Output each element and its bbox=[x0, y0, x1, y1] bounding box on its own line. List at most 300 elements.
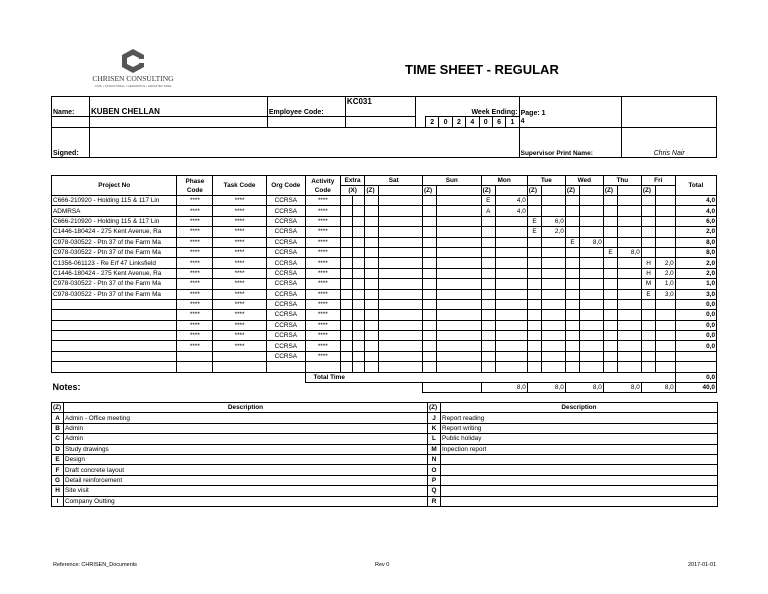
mon-z-cell[interactable] bbox=[481, 258, 495, 268]
org-code-cell[interactable]: CCRSA bbox=[266, 206, 305, 216]
wed-hours-cell[interactable] bbox=[580, 258, 604, 268]
thu-z-cell[interactable] bbox=[603, 206, 617, 216]
phase-code-cell[interactable]: **** bbox=[177, 279, 213, 289]
task-code-cell[interactable]: **** bbox=[213, 310, 266, 320]
org-code-cell[interactable]: CCRSA bbox=[266, 279, 305, 289]
sun-z-cell[interactable] bbox=[422, 320, 436, 330]
activity-code-cell[interactable]: **** bbox=[305, 279, 340, 289]
phase-code-cell[interactable]: **** bbox=[177, 299, 213, 309]
tue-z-cell[interactable] bbox=[527, 237, 541, 247]
org-code-cell[interactable]: CCRSA bbox=[266, 216, 305, 226]
week-ending-digit[interactable]: 0 bbox=[439, 117, 452, 128]
tue-z-cell[interactable] bbox=[527, 310, 541, 320]
thu-hours-cell[interactable] bbox=[618, 351, 642, 361]
tue-hours-cell[interactable] bbox=[542, 206, 566, 216]
sat-z-cell[interactable] bbox=[365, 341, 378, 351]
wed-z-cell[interactable] bbox=[565, 268, 579, 278]
extra-hours-cell[interactable] bbox=[353, 196, 365, 206]
extra-hours-cell[interactable] bbox=[353, 237, 365, 247]
task-code-cell[interactable]: **** bbox=[213, 289, 266, 299]
sun-hours-cell[interactable] bbox=[437, 362, 481, 372]
sun-hours-cell[interactable] bbox=[437, 227, 481, 237]
extra-hours-cell[interactable] bbox=[353, 351, 365, 361]
org-code-cell[interactable]: CCRSA bbox=[266, 299, 305, 309]
extra-x-cell[interactable] bbox=[340, 247, 352, 257]
activity-code-cell[interactable]: **** bbox=[305, 206, 340, 216]
org-code-cell[interactable]: CCRSA bbox=[266, 341, 305, 351]
org-code-cell[interactable]: CCRSA bbox=[266, 351, 305, 361]
tue-z-cell[interactable] bbox=[527, 247, 541, 257]
mon-hours-cell[interactable] bbox=[495, 289, 527, 299]
sun-z-cell[interactable] bbox=[422, 196, 436, 206]
sun-z-cell[interactable] bbox=[422, 351, 436, 361]
project-no-cell[interactable] bbox=[52, 299, 177, 309]
fri-z-cell[interactable] bbox=[641, 196, 655, 206]
activity-code-cell[interactable]: **** bbox=[305, 196, 340, 206]
thu-hours-cell[interactable] bbox=[618, 331, 642, 341]
org-code-cell[interactable]: CCRSA bbox=[266, 268, 305, 278]
mon-hours-cell[interactable] bbox=[495, 258, 527, 268]
fri-z-cell[interactable] bbox=[641, 320, 655, 330]
thu-hours-cell[interactable] bbox=[618, 258, 642, 268]
tue-hours-cell[interactable] bbox=[542, 237, 566, 247]
sat-hours-cell[interactable] bbox=[378, 331, 422, 341]
sun-z-cell[interactable] bbox=[422, 268, 436, 278]
mon-z-cell[interactable] bbox=[481, 341, 495, 351]
fri-hours-cell[interactable] bbox=[656, 299, 676, 309]
thu-z-cell[interactable]: E bbox=[603, 247, 617, 257]
mon-hours-cell[interactable] bbox=[495, 320, 527, 330]
tue-hours-cell[interactable] bbox=[542, 320, 566, 330]
project-no-cell[interactable] bbox=[52, 341, 177, 351]
thu-hours-cell[interactable] bbox=[618, 279, 642, 289]
extra-x-cell[interactable] bbox=[340, 331, 352, 341]
phase-code-cell[interactable]: **** bbox=[177, 196, 213, 206]
project-no-cell[interactable] bbox=[52, 331, 177, 341]
tue-z-cell[interactable]: E bbox=[527, 216, 541, 226]
project-no-cell[interactable]: C1446-180424 - 275 Kent Avenue, Ra bbox=[52, 268, 177, 278]
extra-x-cell[interactable] bbox=[340, 237, 352, 247]
sun-z-cell[interactable] bbox=[422, 279, 436, 289]
mon-z-cell[interactable] bbox=[481, 310, 495, 320]
sat-z-cell[interactable] bbox=[365, 320, 378, 330]
wed-hours-cell[interactable] bbox=[580, 331, 604, 341]
sun-hours-cell[interactable] bbox=[437, 351, 481, 361]
extra-hours-cell[interactable] bbox=[353, 206, 365, 216]
task-code-cell[interactable]: **** bbox=[213, 206, 266, 216]
wed-z-cell[interactable] bbox=[565, 341, 579, 351]
tue-z-cell[interactable] bbox=[527, 289, 541, 299]
fri-hours-cell[interactable] bbox=[656, 362, 676, 372]
thu-hours-cell[interactable] bbox=[618, 206, 642, 216]
fri-hours-cell[interactable] bbox=[656, 320, 676, 330]
fri-hours-cell[interactable] bbox=[656, 227, 676, 237]
extra-x-cell[interactable] bbox=[340, 206, 352, 216]
sun-z-cell[interactable] bbox=[422, 299, 436, 309]
sun-z-cell[interactable] bbox=[422, 247, 436, 257]
sun-z-cell[interactable] bbox=[422, 227, 436, 237]
tue-hours-cell[interactable] bbox=[542, 341, 566, 351]
thu-hours-cell[interactable] bbox=[618, 320, 642, 330]
org-code-cell[interactable]: CCRSA bbox=[266, 258, 305, 268]
task-code-cell[interactable] bbox=[213, 351, 266, 361]
extra-hours-cell[interactable] bbox=[353, 310, 365, 320]
project-no-cell[interactable] bbox=[52, 320, 177, 330]
tue-z-cell[interactable] bbox=[527, 299, 541, 309]
tue-z-cell[interactable] bbox=[527, 362, 541, 372]
phase-code-cell[interactable]: **** bbox=[177, 237, 213, 247]
fri-z-cell[interactable] bbox=[641, 237, 655, 247]
project-no-cell[interactable]: C978-030522 - Ptn 37 of the Farm Ma bbox=[52, 247, 177, 257]
thu-z-cell[interactable] bbox=[603, 279, 617, 289]
thu-z-cell[interactable] bbox=[603, 216, 617, 226]
fri-z-cell[interactable] bbox=[641, 341, 655, 351]
mon-z-cell[interactable] bbox=[481, 279, 495, 289]
wed-hours-cell[interactable] bbox=[580, 268, 604, 278]
tue-hours-cell[interactable] bbox=[542, 196, 566, 206]
wed-hours-cell[interactable] bbox=[580, 362, 604, 372]
thu-z-cell[interactable] bbox=[603, 299, 617, 309]
wed-hours-cell[interactable] bbox=[580, 247, 604, 257]
phase-code-cell[interactable]: **** bbox=[177, 331, 213, 341]
mon-hours-cell[interactable] bbox=[495, 351, 527, 361]
thu-z-cell[interactable] bbox=[603, 331, 617, 341]
fri-hours-cell[interactable]: 2,0 bbox=[656, 268, 676, 278]
mon-z-cell[interactable] bbox=[481, 299, 495, 309]
wed-hours-cell[interactable] bbox=[580, 279, 604, 289]
thu-z-cell[interactable] bbox=[603, 289, 617, 299]
fri-z-cell[interactable] bbox=[641, 206, 655, 216]
tue-hours-cell[interactable] bbox=[542, 268, 566, 278]
activity-code-cell[interactable]: **** bbox=[305, 247, 340, 257]
mon-hours-cell[interactable] bbox=[495, 341, 527, 351]
tue-z-cell[interactable] bbox=[527, 341, 541, 351]
extra-x-cell[interactable] bbox=[340, 216, 352, 226]
sat-z-cell[interactable] bbox=[365, 362, 378, 372]
sun-z-cell[interactable] bbox=[422, 289, 436, 299]
mon-z-cell[interactable] bbox=[481, 247, 495, 257]
phase-code-cell[interactable]: **** bbox=[177, 320, 213, 330]
fri-z-cell[interactable] bbox=[641, 331, 655, 341]
fri-z-cell[interactable] bbox=[641, 299, 655, 309]
sun-z-cell[interactable] bbox=[422, 362, 436, 372]
extra-hours-cell[interactable] bbox=[353, 279, 365, 289]
tue-hours-cell[interactable]: 6,0 bbox=[542, 216, 566, 226]
thu-z-cell[interactable] bbox=[603, 227, 617, 237]
project-no-cell[interactable] bbox=[52, 310, 177, 320]
task-code-cell[interactable]: **** bbox=[213, 247, 266, 257]
extra-x-cell[interactable] bbox=[340, 279, 352, 289]
sat-z-cell[interactable] bbox=[365, 247, 378, 257]
activity-code-cell[interactable]: **** bbox=[305, 310, 340, 320]
wed-z-cell[interactable] bbox=[565, 247, 579, 257]
tue-hours-cell[interactable] bbox=[542, 299, 566, 309]
mon-hours-cell[interactable]: 4,0 bbox=[495, 196, 527, 206]
phase-code-cell[interactable]: **** bbox=[177, 268, 213, 278]
sat-z-cell[interactable] bbox=[365, 289, 378, 299]
sun-z-cell[interactable] bbox=[422, 331, 436, 341]
fri-z-cell[interactable] bbox=[641, 351, 655, 361]
sat-z-cell[interactable] bbox=[365, 299, 378, 309]
activity-code-cell[interactable]: **** bbox=[305, 320, 340, 330]
wed-z-cell[interactable] bbox=[565, 299, 579, 309]
sun-hours-cell[interactable] bbox=[437, 206, 481, 216]
week-ending-digit[interactable]: 6 bbox=[492, 117, 505, 128]
tue-hours-cell[interactable] bbox=[542, 310, 566, 320]
mon-hours-cell[interactable] bbox=[495, 227, 527, 237]
mon-hours-cell[interactable] bbox=[495, 362, 527, 372]
sat-hours-cell[interactable] bbox=[378, 320, 422, 330]
sat-z-cell[interactable] bbox=[365, 351, 378, 361]
tue-hours-cell[interactable] bbox=[542, 258, 566, 268]
org-code-cell[interactable]: CCRSA bbox=[266, 247, 305, 257]
extra-hours-cell[interactable] bbox=[353, 289, 365, 299]
extra-x-cell[interactable] bbox=[340, 258, 352, 268]
fri-hours-cell[interactable] bbox=[656, 247, 676, 257]
fri-hours-cell[interactable] bbox=[656, 206, 676, 216]
fri-z-cell[interactable] bbox=[641, 216, 655, 226]
mon-z-cell[interactable] bbox=[481, 227, 495, 237]
fri-z-cell[interactable]: E bbox=[641, 289, 655, 299]
mon-z-cell[interactable]: A bbox=[481, 206, 495, 216]
thu-z-cell[interactable] bbox=[603, 310, 617, 320]
thu-hours-cell[interactable] bbox=[618, 362, 642, 372]
task-code-cell[interactable]: **** bbox=[213, 331, 266, 341]
extra-x-cell[interactable] bbox=[340, 320, 352, 330]
mon-hours-cell[interactable] bbox=[495, 216, 527, 226]
mon-hours-cell[interactable] bbox=[495, 237, 527, 247]
activity-code-cell[interactable]: **** bbox=[305, 258, 340, 268]
phase-code-cell[interactable]: **** bbox=[177, 341, 213, 351]
thu-z-cell[interactable] bbox=[603, 237, 617, 247]
extra-hours-cell[interactable] bbox=[353, 331, 365, 341]
mon-z-cell[interactable] bbox=[481, 362, 495, 372]
wed-z-cell[interactable] bbox=[565, 362, 579, 372]
wed-z-cell[interactable] bbox=[565, 216, 579, 226]
activity-code-cell[interactable]: **** bbox=[305, 289, 340, 299]
org-code-cell[interactable]: CCRSA bbox=[266, 237, 305, 247]
task-code-cell[interactable]: **** bbox=[213, 196, 266, 206]
fri-hours-cell[interactable] bbox=[656, 310, 676, 320]
tue-z-cell[interactable]: E bbox=[527, 227, 541, 237]
mon-hours-cell[interactable] bbox=[495, 331, 527, 341]
wed-z-cell[interactable] bbox=[565, 227, 579, 237]
activity-code-cell[interactable]: **** bbox=[305, 331, 340, 341]
tue-z-cell[interactable] bbox=[527, 320, 541, 330]
fri-hours-cell[interactable]: 1,0 bbox=[656, 279, 676, 289]
sun-hours-cell[interactable] bbox=[437, 310, 481, 320]
employee-code-field[interactable]: KC031 bbox=[345, 97, 415, 117]
extra-hours-cell[interactable] bbox=[353, 341, 365, 351]
wed-hours-cell[interactable] bbox=[580, 227, 604, 237]
fri-hours-cell[interactable] bbox=[656, 237, 676, 247]
tue-hours-cell[interactable] bbox=[542, 362, 566, 372]
phase-code-cell[interactable]: **** bbox=[177, 227, 213, 237]
sat-hours-cell[interactable] bbox=[378, 237, 422, 247]
activity-code-cell[interactable]: **** bbox=[305, 268, 340, 278]
thu-z-cell[interactable] bbox=[603, 351, 617, 361]
thu-hours-cell[interactable] bbox=[618, 196, 642, 206]
fri-hours-cell[interactable] bbox=[656, 331, 676, 341]
mon-z-cell[interactable] bbox=[481, 331, 495, 341]
wed-z-cell[interactable] bbox=[565, 310, 579, 320]
thu-hours-cell[interactable] bbox=[618, 268, 642, 278]
task-code-cell[interactable]: **** bbox=[213, 237, 266, 247]
wed-hours-cell[interactable] bbox=[580, 351, 604, 361]
task-code-cell[interactable] bbox=[213, 362, 266, 372]
tue-z-cell[interactable] bbox=[527, 331, 541, 341]
fri-z-cell[interactable] bbox=[641, 310, 655, 320]
sat-hours-cell[interactable] bbox=[378, 289, 422, 299]
phase-code-cell[interactable]: **** bbox=[177, 247, 213, 257]
tue-z-cell[interactable] bbox=[527, 258, 541, 268]
week-ending-digit[interactable]: 1 bbox=[506, 117, 519, 128]
wed-z-cell[interactable] bbox=[565, 196, 579, 206]
sat-z-cell[interactable] bbox=[365, 279, 378, 289]
phase-code-cell[interactable] bbox=[177, 351, 213, 361]
sun-hours-cell[interactable] bbox=[437, 247, 481, 257]
thu-hours-cell[interactable] bbox=[618, 216, 642, 226]
fri-hours-cell[interactable] bbox=[656, 216, 676, 226]
thu-z-cell[interactable] bbox=[603, 362, 617, 372]
fri-z-cell[interactable] bbox=[641, 247, 655, 257]
wed-z-cell[interactable] bbox=[565, 320, 579, 330]
mon-z-cell[interactable] bbox=[481, 216, 495, 226]
phase-code-cell[interactable]: **** bbox=[177, 206, 213, 216]
name-field[interactable]: KUBEN CHELLAN bbox=[90, 97, 268, 117]
sat-hours-cell[interactable] bbox=[378, 310, 422, 320]
activity-code-cell[interactable]: **** bbox=[305, 237, 340, 247]
project-no-cell[interactable]: C978-030522 - Ptn 37 of the Farm Ma bbox=[52, 237, 177, 247]
org-code-cell[interactable]: CCRSA bbox=[266, 196, 305, 206]
sun-z-cell[interactable] bbox=[422, 341, 436, 351]
task-code-cell[interactable]: **** bbox=[213, 258, 266, 268]
tue-hours-cell[interactable] bbox=[542, 351, 566, 361]
project-no-cell[interactable]: ADMRSA bbox=[52, 206, 177, 216]
sat-z-cell[interactable] bbox=[365, 216, 378, 226]
fri-hours-cell[interactable] bbox=[656, 341, 676, 351]
mon-hours-cell[interactable] bbox=[495, 279, 527, 289]
activity-code-cell[interactable]: **** bbox=[305, 299, 340, 309]
fri-z-cell[interactable]: H bbox=[641, 258, 655, 268]
sat-hours-cell[interactable] bbox=[378, 279, 422, 289]
tue-hours-cell[interactable]: 2,0 bbox=[542, 227, 566, 237]
wed-z-cell[interactable] bbox=[565, 289, 579, 299]
org-code-cell[interactable] bbox=[266, 362, 305, 372]
task-code-cell[interactable]: **** bbox=[213, 227, 266, 237]
mon-hours-cell[interactable]: 4,0 bbox=[495, 206, 527, 216]
thu-hours-cell[interactable] bbox=[618, 237, 642, 247]
task-code-cell[interactable]: **** bbox=[213, 341, 266, 351]
sat-hours-cell[interactable] bbox=[378, 362, 422, 372]
sun-hours-cell[interactable] bbox=[437, 341, 481, 351]
extra-hours-cell[interactable] bbox=[353, 227, 365, 237]
project-no-cell[interactable]: C978-030522 - Ptn 37 of the Farm Ma bbox=[52, 279, 177, 289]
thu-z-cell[interactable] bbox=[603, 341, 617, 351]
extra-hours-cell[interactable] bbox=[353, 320, 365, 330]
thu-hours-cell[interactable] bbox=[618, 289, 642, 299]
mon-z-cell[interactable] bbox=[481, 268, 495, 278]
wed-z-cell[interactable] bbox=[565, 351, 579, 361]
extra-hours-cell[interactable] bbox=[353, 268, 365, 278]
sun-hours-cell[interactable] bbox=[437, 299, 481, 309]
fri-hours-cell[interactable]: 2,0 bbox=[656, 258, 676, 268]
project-no-cell[interactable]: C666-210920 - Holding 115 & 117 Lin bbox=[52, 196, 177, 206]
tue-z-cell[interactable] bbox=[527, 279, 541, 289]
extra-hours-cell[interactable] bbox=[353, 258, 365, 268]
mon-hours-cell[interactable] bbox=[495, 268, 527, 278]
thu-z-cell[interactable] bbox=[603, 320, 617, 330]
sat-z-cell[interactable] bbox=[365, 196, 378, 206]
thu-z-cell[interactable] bbox=[603, 258, 617, 268]
project-no-cell[interactable]: C666-210920 - Holding 115 & 117 Lin bbox=[52, 216, 177, 226]
tue-z-cell[interactable] bbox=[527, 206, 541, 216]
sun-hours-cell[interactable] bbox=[437, 258, 481, 268]
task-code-cell[interactable]: **** bbox=[213, 268, 266, 278]
wed-z-cell[interactable] bbox=[565, 258, 579, 268]
activity-code-cell[interactable]: **** bbox=[305, 216, 340, 226]
phase-code-cell[interactable]: **** bbox=[177, 289, 213, 299]
tue-hours-cell[interactable] bbox=[542, 247, 566, 257]
sat-hours-cell[interactable] bbox=[378, 247, 422, 257]
week-ending-digit[interactable]: 2 bbox=[426, 117, 439, 128]
extra-x-cell[interactable] bbox=[340, 268, 352, 278]
sun-z-cell[interactable] bbox=[422, 216, 436, 226]
project-no-cell[interactable]: C978-030522 - Ptn 37 of the Farm Ma bbox=[52, 289, 177, 299]
task-code-cell[interactable]: **** bbox=[213, 299, 266, 309]
mon-hours-cell[interactable] bbox=[495, 310, 527, 320]
task-code-cell[interactable]: **** bbox=[213, 216, 266, 226]
sat-hours-cell[interactable] bbox=[378, 351, 422, 361]
mon-hours-cell[interactable] bbox=[495, 247, 527, 257]
mon-z-cell[interactable] bbox=[481, 237, 495, 247]
sat-hours-cell[interactable] bbox=[378, 268, 422, 278]
thu-hours-cell[interactable] bbox=[618, 299, 642, 309]
mon-z-cell[interactable] bbox=[481, 320, 495, 330]
extra-x-cell[interactable] bbox=[340, 351, 352, 361]
wed-hours-cell[interactable] bbox=[580, 289, 604, 299]
extra-hours-cell[interactable] bbox=[353, 247, 365, 257]
sat-hours-cell[interactable] bbox=[378, 258, 422, 268]
project-no-cell[interactable]: C1356-061123 - Re Erf 47 Linksfield bbox=[52, 258, 177, 268]
sat-hours-cell[interactable] bbox=[378, 196, 422, 206]
sun-z-cell[interactable] bbox=[422, 258, 436, 268]
extra-x-cell[interactable] bbox=[340, 362, 352, 372]
sat-z-cell[interactable] bbox=[365, 206, 378, 216]
thu-hours-cell[interactable] bbox=[618, 310, 642, 320]
sat-hours-cell[interactable] bbox=[378, 227, 422, 237]
week-ending-digit[interactable]: 4 bbox=[466, 117, 479, 128]
org-code-cell[interactable]: CCRSA bbox=[266, 227, 305, 237]
wed-hours-cell[interactable]: 8,0 bbox=[580, 237, 604, 247]
tue-hours-cell[interactable] bbox=[542, 331, 566, 341]
fri-z-cell[interactable] bbox=[641, 362, 655, 372]
sat-hours-cell[interactable] bbox=[378, 299, 422, 309]
wed-hours-cell[interactable] bbox=[580, 206, 604, 216]
sat-z-cell[interactable] bbox=[365, 310, 378, 320]
sun-hours-cell[interactable] bbox=[437, 216, 481, 226]
wed-hours-cell[interactable] bbox=[580, 196, 604, 206]
thu-z-cell[interactable] bbox=[603, 196, 617, 206]
extra-hours-cell[interactable] bbox=[353, 299, 365, 309]
activity-code-cell[interactable]: **** bbox=[305, 227, 340, 237]
mon-hours-cell[interactable] bbox=[495, 299, 527, 309]
fri-hours-cell[interactable] bbox=[656, 351, 676, 361]
thu-hours-cell[interactable] bbox=[618, 227, 642, 237]
wed-z-cell[interactable] bbox=[565, 331, 579, 341]
sun-hours-cell[interactable] bbox=[437, 279, 481, 289]
fri-hours-cell[interactable]: 3,0 bbox=[656, 289, 676, 299]
